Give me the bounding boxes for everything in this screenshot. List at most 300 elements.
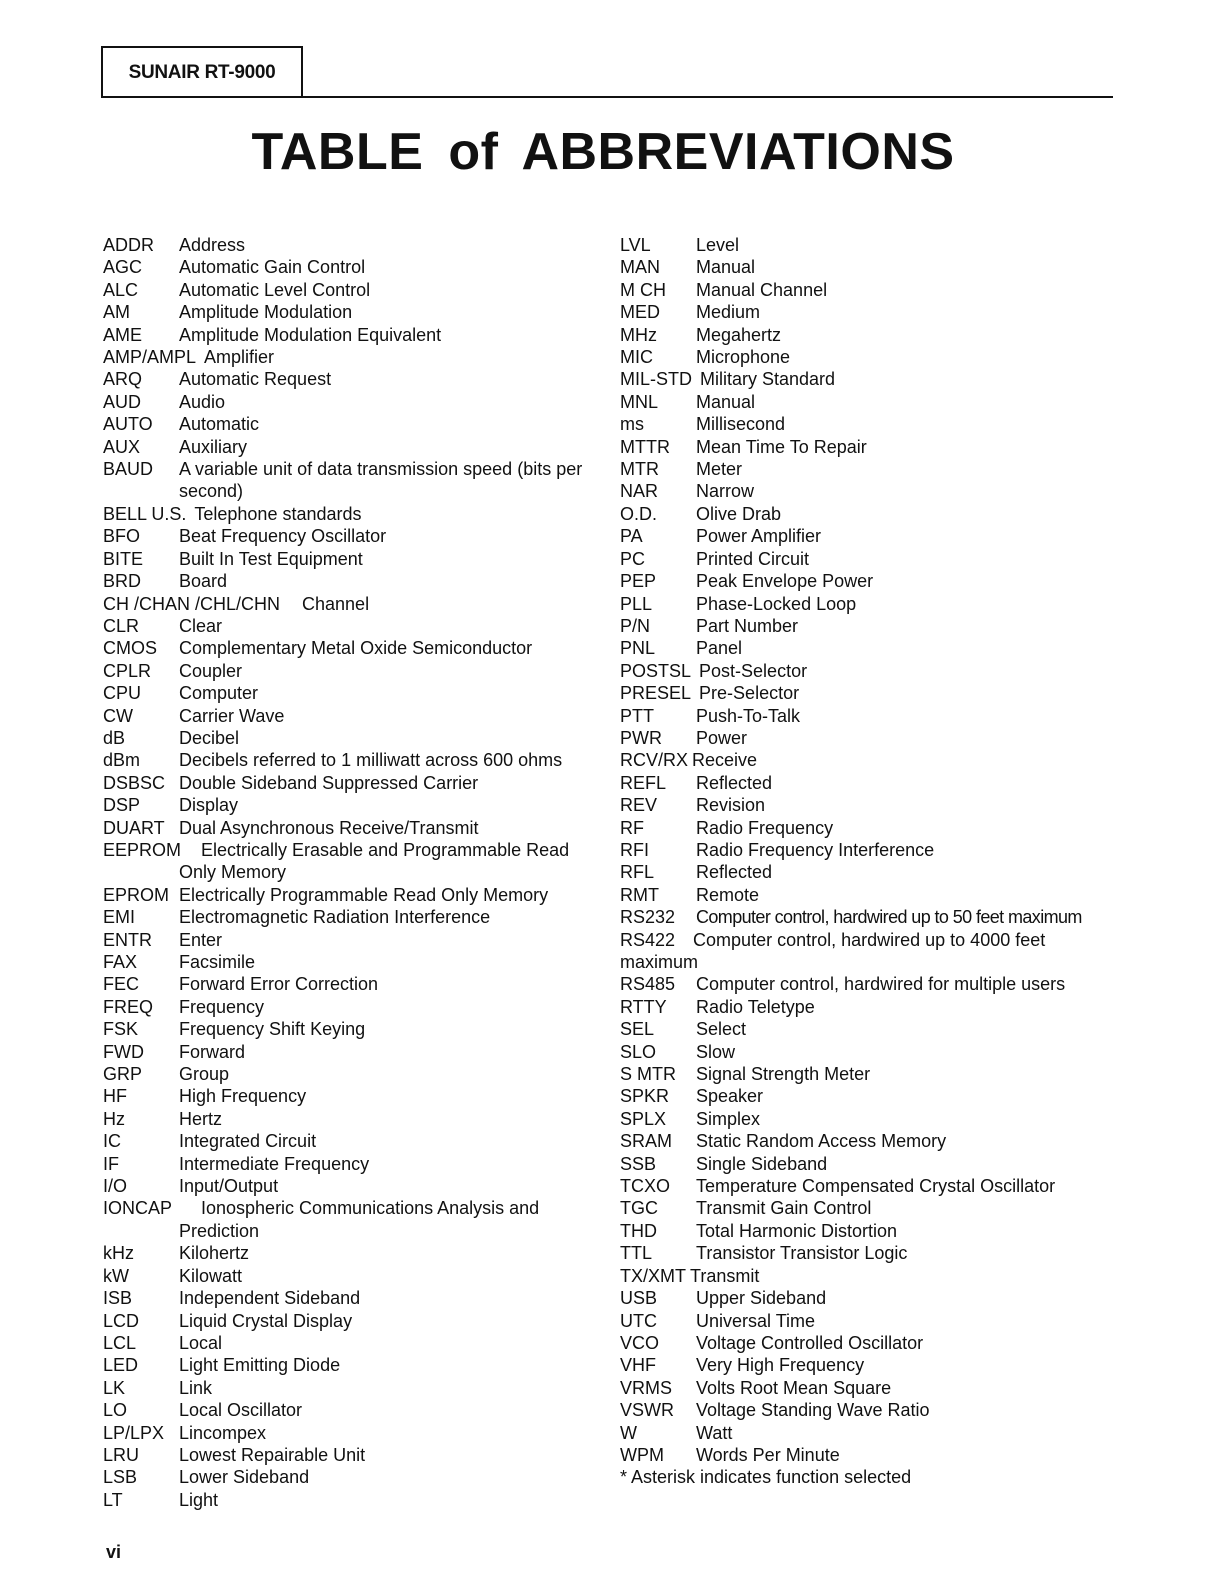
abbreviation-term: LP/LPX xyxy=(103,1422,165,1443)
abbreviation-entry xyxy=(620,794,1118,816)
abbreviation-entry xyxy=(620,660,1118,682)
abbreviation-term: CPU xyxy=(103,683,142,704)
abbreviation-definition: A variable unit of data transmission speed (bits per second) xyxy=(179,459,583,502)
abbreviation-term: MIC xyxy=(620,347,653,368)
abbreviation-term: MAN xyxy=(620,257,660,278)
abbreviation-term: MED xyxy=(620,302,660,323)
abbreviation-term: PTT xyxy=(620,705,654,726)
abbreviation-definition: Lowest Repairable Unit xyxy=(179,1444,366,1465)
abbreviation-definition: High Frequency xyxy=(179,1086,307,1107)
abbreviation-definition: Computer control, hardwired up to 50 feet maximum xyxy=(696,907,1082,928)
abbreviation-term: CH /CHAN /CHL/CHN xyxy=(103,593,281,614)
abbreviation-definition: Computer control, hardwired for multiple users xyxy=(696,974,1066,995)
abbreviation-entry xyxy=(620,615,1118,637)
abbreviation-definition: Voltage Standing Wave Ratio xyxy=(696,1400,930,1421)
abbreviation-term: THD xyxy=(620,1220,657,1241)
abbreviation-definition: Input/Output xyxy=(179,1176,279,1197)
abbreviation-entry xyxy=(103,1265,603,1287)
abbreviation-entry xyxy=(103,1018,603,1040)
abbreviation-definition: Forward xyxy=(179,1041,246,1062)
abbreviation-entry xyxy=(620,1175,1118,1197)
abbreviation-term: LCL xyxy=(103,1332,137,1353)
abbreviation-term: kHz xyxy=(103,1243,134,1264)
abbreviation-entry xyxy=(620,1197,1118,1219)
abbreviation-term: ALC xyxy=(103,279,139,300)
abbreviation-definition: Upper Sideband xyxy=(696,1288,827,1309)
abbreviation-entry xyxy=(620,973,1118,995)
abbreviation-term: MIL-STD xyxy=(620,369,692,390)
abbreviation-entry xyxy=(103,929,603,951)
abbreviation-term: RS422 xyxy=(620,929,676,950)
abbreviation-entry xyxy=(620,1444,1118,1466)
abbreviation-entry xyxy=(103,346,603,368)
abbreviation-term: RF xyxy=(620,817,644,838)
abbreviation-definition: Transmit Gain Control xyxy=(696,1198,872,1219)
abbreviation-term: PLL xyxy=(620,593,653,614)
abbreviation-definition: Amplitude Modulation xyxy=(179,302,353,323)
abbreviation-definition: Single Sideband xyxy=(696,1153,828,1174)
abbreviation-term: BRD xyxy=(103,571,142,592)
abbreviation-entry xyxy=(620,884,1118,906)
abbreviation-definition: Signal Strength Meter xyxy=(696,1064,871,1085)
abbreviation-entry xyxy=(103,548,603,570)
abbreviation-entry xyxy=(620,256,1118,278)
abbreviation-definition: Millisecond xyxy=(696,414,786,435)
abbreviation-definition: Manual Channel xyxy=(696,279,828,300)
abbreviation-term: TGC xyxy=(620,1198,658,1219)
abbreviation-term: P/N xyxy=(620,615,651,636)
abbreviation-definition: Complementary Metal Oxide Semiconductor xyxy=(179,638,533,659)
abbreviation-term: DSBSC xyxy=(103,772,166,793)
abbreviation-term: IF xyxy=(103,1153,119,1174)
abbreviation-term: RS232 xyxy=(620,907,676,928)
abbreviation-definition: Mean Time To Repair xyxy=(696,436,867,457)
abbreviation-entry xyxy=(620,929,1118,974)
abbreviation-term: S MTR xyxy=(620,1064,676,1085)
abbreviation-entry xyxy=(103,593,603,615)
abbreviation-definition: Watt xyxy=(696,1422,733,1443)
abbreviation-term: DUART xyxy=(103,817,165,838)
abbreviation-entry xyxy=(620,861,1118,883)
abbreviation-entry xyxy=(103,458,603,503)
abbreviation-entry xyxy=(103,436,603,458)
abbreviation-entry xyxy=(620,1287,1118,1309)
abbreviation-entry xyxy=(103,256,603,278)
abbreviation-definition: Automatic Gain Control xyxy=(179,257,366,278)
abbreviation-definition: Facsimile xyxy=(179,952,256,972)
abbreviation-term: PC xyxy=(620,548,646,569)
abbreviation-entry xyxy=(103,570,603,592)
abbreviation-entry xyxy=(620,413,1118,435)
abbreviation-term: RS485 xyxy=(620,974,676,995)
abbreviation-definition: Beat Frequency Oscillator xyxy=(179,526,387,547)
abbreviation-term: SEL xyxy=(620,1019,655,1040)
abbreviation-entry xyxy=(103,839,603,884)
abbreviation-definition: Hertz xyxy=(179,1108,223,1129)
abbreviation-term: LSB xyxy=(103,1467,138,1488)
abbreviation-definition: Words Per Minute xyxy=(696,1444,840,1465)
abbreviation-definition: Panel xyxy=(696,638,743,659)
abbreviation-definition: Channel xyxy=(302,593,370,614)
abbreviation-entry xyxy=(620,1377,1118,1399)
abbreviation-term: MHz xyxy=(620,324,657,345)
abbreviation-entry xyxy=(620,1265,1118,1287)
abbreviation-entry xyxy=(620,1018,1118,1040)
abbreviation-term: MNL xyxy=(620,391,659,412)
abbreviation-entry xyxy=(103,794,603,816)
abbreviation-entry xyxy=(620,548,1118,570)
abbreviation-definition: Push-To-Talk xyxy=(696,705,801,726)
abbreviation-definition: Group xyxy=(179,1064,230,1085)
abbreviation-term: RMT xyxy=(620,884,659,905)
abbreviation-entry xyxy=(620,1399,1118,1421)
abbreviation-entry xyxy=(620,391,1118,413)
abbreviation-entry xyxy=(620,1153,1118,1175)
abbreviation-definition: Simplex xyxy=(696,1108,761,1129)
abbreviation-definition: Carrier Wave xyxy=(179,705,285,726)
abbreviation-term: UTC xyxy=(620,1310,657,1331)
abbreviation-term: M CH xyxy=(620,279,666,300)
abbreviation-definition: Revision xyxy=(696,795,766,816)
abbreviation-definition: Auxiliary xyxy=(179,436,248,457)
abbreviation-definition: Kilowatt xyxy=(179,1265,243,1286)
abbreviation-term: PWR xyxy=(620,727,662,748)
abbreviation-term: ms xyxy=(620,414,644,435)
abbreviation-term: ISB xyxy=(103,1288,133,1309)
abbreviation-term: SPKR xyxy=(620,1086,670,1107)
abbreviation-definition: Intermediate Frequency xyxy=(179,1153,370,1174)
abbreviation-term: I/O xyxy=(103,1176,128,1197)
header-rule xyxy=(101,96,1113,98)
abbreviation-list-left xyxy=(103,234,603,1511)
abbreviation-term: TTL xyxy=(620,1243,653,1264)
abbreviation-entry xyxy=(103,525,603,547)
abbreviation-definition: Pre-Selector xyxy=(699,683,800,704)
abbreviation-entry xyxy=(103,1130,603,1152)
abbreviation-entry xyxy=(103,817,603,839)
abbreviation-entry xyxy=(620,1108,1118,1130)
abbreviation-definition: Amplifier xyxy=(204,347,275,368)
abbreviation-entry xyxy=(103,1489,603,1511)
abbreviation-term: EEPROM xyxy=(103,839,182,860)
abbreviation-entry xyxy=(103,637,603,659)
abbreviation-definition: Automatic xyxy=(179,414,260,435)
abbreviation-definition: Integrated Circuit xyxy=(179,1131,317,1152)
abbreviation-term: ENTR xyxy=(103,929,152,950)
abbreviation-term: LT xyxy=(103,1489,123,1510)
abbreviation-entry xyxy=(103,1354,603,1376)
abbreviation-entry xyxy=(620,996,1118,1018)
abbreviation-entry xyxy=(620,772,1118,794)
abbreviation-entry xyxy=(103,279,603,301)
abbreviation-entry xyxy=(103,973,603,995)
abbreviation-term: FREQ xyxy=(103,996,154,1017)
abbreviation-entry xyxy=(103,1197,603,1242)
abbreviation-term: TX/XMT xyxy=(620,1265,686,1286)
page-number: vi xyxy=(106,1542,122,1562)
abbreviation-term: VSWR xyxy=(620,1400,674,1421)
abbreviation-term: LK xyxy=(103,1377,126,1398)
abbreviation-entry xyxy=(620,1220,1118,1242)
abbreviation-definition: Board xyxy=(179,571,228,592)
abbreviation-term: LRU xyxy=(103,1444,140,1465)
abbreviation-definition: Receive xyxy=(692,750,758,771)
abbreviation-term: EPROM xyxy=(103,884,170,905)
abbreviation-entry xyxy=(103,413,603,435)
abbreviation-definition: Peak Envelope Power xyxy=(696,571,874,592)
abbreviation-term: PNL xyxy=(620,638,656,659)
abbreviation-definition: Lincompex xyxy=(179,1422,267,1443)
abbreviation-entry xyxy=(103,660,603,682)
abbreviation-entry xyxy=(103,1063,603,1085)
abbreviation-entry xyxy=(103,391,603,413)
abbreviation-definition: Frequency xyxy=(179,996,265,1017)
abbreviation-definition: Radio Frequency Interference xyxy=(696,839,935,860)
abbreviation-definition: Liquid Crystal Display xyxy=(179,1310,353,1331)
abbreviation-term: AMP/AMPL xyxy=(103,347,197,368)
abbreviation-definition: Decibel xyxy=(179,727,240,748)
abbreviation-term: WPM xyxy=(620,1444,664,1465)
abbreviation-term: RTTY xyxy=(620,996,667,1017)
abbreviation-term: PRESEL xyxy=(620,683,692,704)
abbreviation-entry xyxy=(103,1466,603,1488)
abbreviation-entry xyxy=(620,839,1118,861)
page-title: TABLE of ABBREVIATIONS xyxy=(251,123,955,181)
model-header-box xyxy=(101,46,303,98)
abbreviation-definition: Dual Asynchronous Receive/Transmit xyxy=(179,817,479,838)
abbreviation-term: ARQ xyxy=(103,369,143,390)
abbreviation-term: PEP xyxy=(620,571,657,592)
abbreviation-term: POSTSL xyxy=(620,660,692,681)
abbreviation-term: BAUD xyxy=(103,459,154,480)
abbreviation-term: IONCAP xyxy=(103,1198,173,1219)
abbreviation-entry xyxy=(103,1287,603,1309)
abbreviation-term: FEC xyxy=(103,974,139,995)
abbreviation-entry xyxy=(103,772,603,794)
abbreviation-entry xyxy=(620,1130,1118,1152)
abbreviation-term: CW xyxy=(103,705,133,726)
abbreviation-term: AGC xyxy=(103,257,143,278)
abbreviation-term: IC xyxy=(103,1131,121,1152)
abbreviation-entry xyxy=(620,279,1118,301)
abbreviation-term: SLO xyxy=(620,1041,657,1062)
abbreviation-term: REFL xyxy=(620,772,667,793)
abbreviation-definition: Built In Test Equipment xyxy=(179,548,363,569)
abbreviation-term: dB xyxy=(103,727,126,748)
abbreviation-term: PA xyxy=(620,526,643,547)
abbreviation-entry xyxy=(103,324,603,346)
abbreviation-definition: Reflected xyxy=(696,862,773,883)
abbreviation-term: BITE xyxy=(103,548,144,569)
abbreviation-term: BELL U.S. xyxy=(103,503,187,524)
abbreviation-definition: Local xyxy=(179,1332,223,1353)
abbreviation-definition: Telephone standards xyxy=(194,503,362,524)
abbreviation-term: LVL xyxy=(620,235,651,255)
abbreviation-definition: Phase-Locked Loop xyxy=(696,593,857,614)
abbreviation-entry xyxy=(620,525,1118,547)
abbreviation-entry xyxy=(103,234,603,256)
abbreviation-entry xyxy=(103,368,603,390)
abbreviation-term: GRP xyxy=(103,1064,143,1085)
abbreviation-entry xyxy=(620,1041,1118,1063)
abbreviation-definition: Local Oscillator xyxy=(179,1400,303,1421)
abbreviation-definition: Remote xyxy=(696,884,760,905)
abbreviation-entry xyxy=(620,570,1118,592)
abbreviation-term: EMI xyxy=(103,907,136,928)
abbreviation-entry xyxy=(103,884,603,906)
abbreviation-entry xyxy=(620,1310,1118,1332)
abbreviation-term: ADDR xyxy=(103,235,155,255)
abbreviation-definition: Slow xyxy=(696,1041,736,1062)
abbreviation-term: BFO xyxy=(103,526,141,547)
abbreviation-term: FWD xyxy=(103,1041,144,1062)
abbreviation-entry xyxy=(620,480,1118,502)
abbreviation-entry xyxy=(620,301,1118,323)
abbreviation-definition: Transmit xyxy=(690,1265,760,1286)
abbreviation-entry xyxy=(103,705,603,727)
abbreviation-term: AM xyxy=(103,302,130,323)
abbreviation-term: MTTR xyxy=(620,436,670,457)
abbreviation-term: AUTO xyxy=(103,414,153,435)
abbreviation-definition: Address xyxy=(179,235,246,255)
abbreviation-term: VRMS xyxy=(620,1377,673,1398)
abbreviation-definition: Reflected xyxy=(696,772,773,793)
abbreviation-term: VCO xyxy=(620,1332,660,1353)
abbreviation-definition: Light Emitting Diode xyxy=(179,1355,341,1376)
abbreviation-term: TCXO xyxy=(620,1176,671,1197)
abbreviation-entry xyxy=(103,1041,603,1063)
abbreviation-entry xyxy=(103,1108,603,1130)
abbreviation-term: W xyxy=(620,1422,637,1443)
abbreviation-entry xyxy=(103,1422,603,1444)
abbreviation-definition: Lower Sideband xyxy=(179,1467,310,1488)
abbreviation-entry xyxy=(103,727,603,749)
abbreviation-definition: Microphone xyxy=(696,347,791,368)
abbreviation-entry xyxy=(620,458,1118,480)
abbreviation-definition: Static Random Access Memory xyxy=(696,1131,947,1152)
abbreviation-entry xyxy=(103,1399,603,1421)
abbreviation-definition: Medium xyxy=(696,302,761,323)
abbreviation-entry xyxy=(103,1085,603,1107)
abbreviation-definition: Double Sideband Suppressed Carrier xyxy=(179,772,479,793)
abbreviation-entry xyxy=(103,615,603,637)
abbreviation-definition: Decibels referred to 1 milliwatt across 600 ohms xyxy=(179,750,563,771)
abbreviation-term: LED xyxy=(103,1355,139,1376)
abbreviation-entry xyxy=(620,593,1118,615)
abbreviation-entry xyxy=(620,324,1118,346)
abbreviation-term: FAX xyxy=(103,952,138,972)
abbreviation-term: Hz xyxy=(103,1108,125,1129)
abbreviation-definition: Electromagnetic Radiation Interference xyxy=(179,907,491,928)
abbreviation-definition: Part Number xyxy=(696,615,799,636)
abbreviation-definition: Meter xyxy=(696,459,743,480)
abbreviation-definition: Light xyxy=(179,1489,219,1510)
abbreviation-definition: Automatic Level Control xyxy=(179,279,371,300)
abbreviation-entry xyxy=(103,503,603,525)
abbreviation-definition: Electrically Programmable Read Only Memory xyxy=(179,884,549,905)
asterisk-footnote: * Asterisk indicates function selected xyxy=(620,1467,912,1488)
abbreviation-definition: Post-Selector xyxy=(699,660,808,681)
abbreviation-term: O.D. xyxy=(620,503,658,524)
abbreviation-definition: Computer xyxy=(179,683,259,704)
abbreviation-entry xyxy=(620,749,1118,771)
abbreviation-term: AUX xyxy=(103,436,141,457)
abbreviation-definition: Clear xyxy=(179,615,223,636)
abbreviation-entry xyxy=(620,637,1118,659)
abbreviation-entry xyxy=(103,301,603,323)
abbreviation-term: AME xyxy=(103,324,143,345)
abbreviation-entry xyxy=(620,1242,1118,1264)
abbreviation-term: CPLR xyxy=(103,660,152,681)
abbreviation-definition: Voltage Controlled Oscillator xyxy=(696,1332,924,1353)
abbreviation-definition: Electrically Erasable and Programmable Read Only Memory xyxy=(179,839,570,883)
abbreviation-definition: Ionospheric Communications Analysis and Prediction xyxy=(179,1198,540,1241)
abbreviation-definition: Total Harmonic Distortion xyxy=(696,1220,898,1241)
abbreviation-term: RFI xyxy=(620,839,649,860)
abbreviation-definition: Amplitude Modulation Equivalent xyxy=(179,324,442,345)
abbreviation-entry xyxy=(103,682,603,704)
abbreviation-term: USB xyxy=(620,1288,658,1309)
abbreviation-entry xyxy=(103,1444,603,1466)
abbreviation-entry xyxy=(620,346,1118,368)
abbreviation-term: LO xyxy=(103,1400,128,1421)
abbreviation-entry xyxy=(620,1354,1118,1376)
abbreviation-definition: Radio Teletype xyxy=(696,996,815,1017)
abbreviation-entry xyxy=(103,1242,603,1264)
abbreviation-entry xyxy=(620,1422,1118,1444)
abbreviation-entry xyxy=(103,951,603,973)
abbreviation-definition: Power Amplifier xyxy=(696,526,822,547)
abbreviation-definition: Coupler xyxy=(179,660,243,681)
abbreviation-entry xyxy=(620,817,1118,839)
abbreviation-definition: Frequency Shift Keying xyxy=(179,1019,366,1040)
abbreviation-term: CMOS xyxy=(103,638,157,659)
abbreviation-definition: Audio xyxy=(179,391,226,412)
model-label: SUNAIR RT-9000 xyxy=(128,62,276,83)
abbreviation-entry xyxy=(103,1377,603,1399)
abbreviation-entry xyxy=(620,727,1118,749)
abbreviation-definition: Narrow xyxy=(696,481,755,502)
abbreviation-entry xyxy=(103,1153,603,1175)
abbreviation-entry xyxy=(620,234,1118,256)
abbreviation-term: RCV/RX xyxy=(620,750,689,771)
abbreviation-term: LCD xyxy=(103,1310,140,1331)
abbreviation-term: NAR xyxy=(620,481,659,502)
abbreviation-definition: Independent Sideband xyxy=(179,1288,361,1309)
abbreviation-term: kW xyxy=(103,1265,129,1286)
abbreviation-definition: Radio Frequency xyxy=(696,817,834,838)
abbreviation-entry xyxy=(103,906,603,928)
abbreviation-definition: Military Standard xyxy=(700,369,836,390)
abbreviation-entry xyxy=(103,1310,603,1332)
abbreviation-term: REV xyxy=(620,795,658,816)
abbreviation-term: DSP xyxy=(103,795,141,816)
abbreviation-definition: Printed Circuit xyxy=(696,548,810,569)
abbreviation-definition: Enter xyxy=(179,929,223,950)
abbreviation-entry xyxy=(620,503,1118,525)
abbreviation-term: VHF xyxy=(620,1355,656,1376)
abbreviation-term: SRAM xyxy=(620,1131,673,1152)
abbreviation-term: SPLX xyxy=(620,1108,667,1129)
abbreviation-definition: Speaker xyxy=(696,1086,764,1107)
abbreviation-entry xyxy=(103,749,603,771)
abbreviation-entry xyxy=(103,1175,603,1197)
abbreviation-definition: Kilohertz xyxy=(179,1243,250,1264)
abbreviation-definition: Select xyxy=(696,1019,747,1040)
abbreviation-entry xyxy=(103,996,603,1018)
abbreviation-term: HF xyxy=(103,1086,127,1107)
abbreviation-term: CLR xyxy=(103,615,140,636)
